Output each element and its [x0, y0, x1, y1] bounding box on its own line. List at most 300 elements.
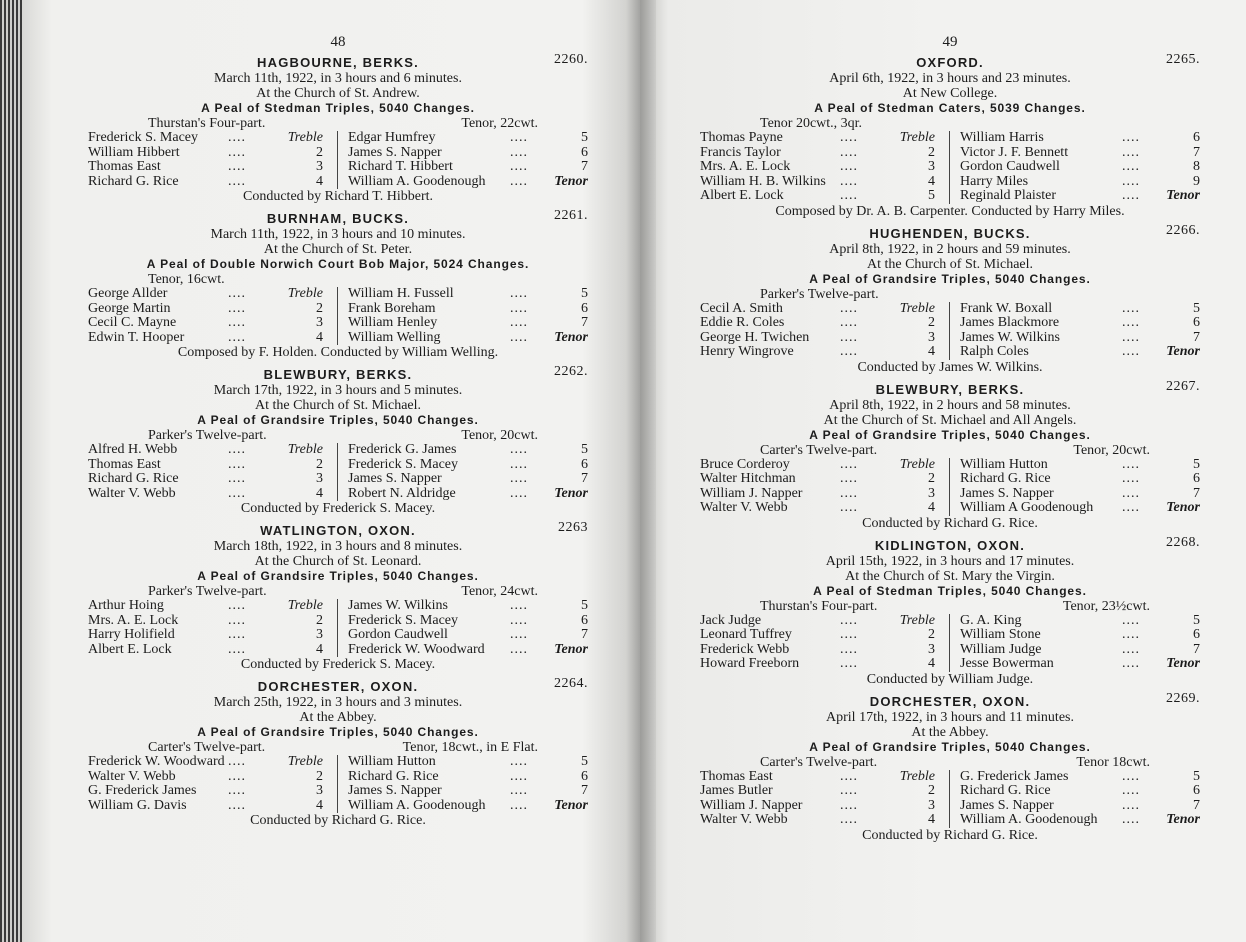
leader-dots: .... [228, 315, 246, 330]
leader-dots: .... [840, 656, 858, 671]
band-row [950, 331, 1200, 346]
leader-dots: .... [1122, 783, 1140, 798]
peal-tenor-weight: Tenor 18cwt. [1076, 754, 1150, 770]
ringer-name: Thomas Payne [700, 130, 783, 145]
ringer-name: Gordon Caudwell [960, 159, 1060, 174]
peal-tenor-weight: Tenor, 24cwt. [461, 584, 538, 599]
band-row [338, 628, 588, 643]
peal-meta [700, 116, 1200, 131]
ringer-name: William Harris [960, 130, 1044, 145]
peal-header [700, 534, 1200, 554]
peal-composition: Tenor 20cwt., 3qr. [760, 116, 863, 131]
peal-record [88, 678, 588, 834]
leader-dots: .... [1122, 500, 1140, 515]
leader-dots: .... [510, 612, 528, 628]
peal-meta [700, 755, 1200, 770]
leader-dots: .... [1122, 485, 1140, 501]
band-row [88, 628, 337, 643]
leader-dots: .... [840, 812, 858, 827]
ringer-name: Eddie R. Coles [700, 315, 785, 330]
bell-position: Tenor [1166, 188, 1200, 203]
leader-dots: .... [510, 797, 528, 813]
leader-dots: .... [510, 754, 528, 769]
leader-dots: .... [1122, 656, 1140, 671]
leader-dots: .... [510, 627, 528, 642]
leader-dots: .... [1122, 768, 1140, 784]
peal-title: A Peal of Grandsire Triples, 5040 Changes. [197, 725, 479, 739]
ringer-name: Richard G. Rice [960, 471, 1051, 486]
ringer-name: James Blackmore [960, 315, 1060, 330]
peal-list [88, 54, 588, 834]
band-row [338, 472, 588, 487]
ringer-name: Frederick Webb [700, 641, 790, 657]
bell-position: Tenor [554, 641, 588, 657]
leader-dots: .... [510, 783, 528, 798]
peal-composition: Thurstan's Four-part. [148, 116, 266, 131]
leader-dots: .... [840, 641, 858, 657]
bell-position: 5 [928, 188, 935, 203]
leader-dots: .... [1122, 188, 1140, 203]
bell-position: Tenor [554, 329, 588, 345]
ringer-name: Ralph Coles [960, 344, 1029, 359]
leader-dots: .... [228, 130, 246, 145]
band-right-half [338, 131, 588, 189]
band-row [950, 131, 1200, 146]
leader-dots: .... [228, 612, 246, 628]
peal-church: At the Church of St. Michael. [254, 398, 422, 413]
peal-composition: Parker's Twelve-part. [148, 428, 267, 443]
band-row [950, 472, 1200, 487]
ringer-name: Edwin T. Hooper [88, 329, 185, 345]
band-row [700, 628, 949, 643]
peal-conductor: Composed by Dr. A. B. Carpenter. Conducted by Harry Miles. [775, 203, 1125, 219]
bell-position: Tenor [554, 173, 588, 189]
leader-dots: .... [840, 627, 858, 642]
bell-position: 4 [316, 329, 323, 345]
peal-tenor-weight: Tenor, 20cwt. [1073, 442, 1150, 458]
leader-dots: .... [840, 485, 858, 501]
leader-dots: .... [228, 286, 246, 301]
peal-date: March 11th, 1922, in 3 hours and 10 minutes. [210, 227, 466, 242]
band-right-half [950, 131, 1200, 204]
band-right-half [950, 614, 1200, 672]
left-page-column [88, 30, 588, 834]
ringer-name: Gordon Caudwell [348, 627, 448, 642]
book-gutter [626, 0, 656, 942]
peal-meta [88, 272, 588, 287]
peal-conductor: Conducted by Richard G. Rice. [862, 827, 1038, 843]
leader-dots: .... [510, 286, 528, 301]
band-row [338, 487, 588, 502]
bell-position: Tenor [1166, 344, 1200, 359]
peal-place: KIDLINGTON, OXON. [874, 537, 1026, 553]
bell-position: Treble [287, 130, 323, 145]
peal-place: WATLINGTON, OXON. [260, 523, 416, 538]
leader-dots: .... [1122, 130, 1140, 145]
peal-church: At New College. [902, 86, 998, 101]
peal-date: April 8th, 1922, in 2 hours and 59 minutes. [829, 241, 1071, 257]
peal-title: A Peal of Grandsire Triples, 5040 Changes. [809, 271, 1091, 286]
leader-dots: .... [510, 442, 528, 457]
ringer-name: Harry Holifield [88, 627, 175, 642]
peal-date: April 8th, 1922, in 2 hours and 58 minutes. [829, 397, 1071, 413]
bell-position: 7 [581, 471, 588, 486]
leader-dots: .... [1122, 344, 1140, 359]
ringer-name: Albert E. Lock [88, 641, 172, 657]
band-row [338, 643, 588, 658]
peal-number: 2268. [1166, 534, 1200, 550]
bell-position: 2 [928, 144, 935, 160]
ringer-name: James S. Napper [960, 485, 1054, 501]
leader-dots: .... [228, 797, 246, 813]
leader-dots: .... [228, 768, 246, 784]
peal-title: A Peal of Grandsire Triples, 5040 Changes. [809, 739, 1091, 754]
bell-position: 2 [316, 300, 323, 316]
bell-position: Tenor [1166, 656, 1200, 671]
ringer-name: Reginald Plaister [960, 188, 1057, 203]
leader-dots: .... [510, 471, 528, 486]
bell-position: Treble [899, 456, 935, 472]
peal-composition: Tenor, 16cwt. [148, 272, 225, 287]
band-list [700, 458, 1200, 516]
ringer-name: William A Goodenough [960, 500, 1094, 515]
band-row [950, 813, 1200, 828]
bell-position: 4 [928, 812, 935, 827]
band-row [950, 345, 1200, 360]
leader-dots: .... [228, 471, 246, 486]
bell-position: Treble [899, 300, 935, 316]
bell-position: 3 [316, 783, 323, 798]
leader-dots: .... [228, 598, 246, 613]
peal-place: HUGHENDEN, BUCKS. [869, 225, 1031, 241]
ringer-name: Albert E. Lock [700, 188, 784, 203]
bell-position: 3 [928, 159, 935, 174]
band-row [88, 770, 337, 785]
bell-position: Treble [899, 768, 935, 784]
peal-header [700, 378, 1200, 398]
leader-dots: .... [510, 159, 528, 174]
peal-header [88, 54, 588, 71]
leader-dots: .... [510, 315, 528, 330]
peal-conductor: Composed by F. Holden. Conducted by William Welling. [177, 345, 499, 360]
peal-record [88, 210, 588, 366]
peal-date: March 11th, 1922, in 3 hours and 6 minutes. [214, 71, 462, 86]
ringer-name: James W. Wilkins [960, 329, 1060, 345]
peal-place: HAGBOURNE, BERKS. [257, 55, 419, 70]
leader-dots: .... [840, 768, 858, 784]
peal-number: 2266. [1166, 222, 1200, 238]
band-list [700, 614, 1200, 672]
leader-dots: .... [228, 456, 246, 472]
ringer-name: G. Frederick James [960, 768, 1069, 784]
bell-position: 6 [581, 144, 588, 160]
bell-position: 7 [1193, 485, 1200, 501]
peal-conductor: Conducted by James W. Wilkins. [857, 359, 1043, 375]
leader-dots: .... [228, 442, 246, 457]
band-row [950, 799, 1200, 814]
peal-number: 2260. [554, 52, 588, 67]
leader-dots: .... [510, 456, 528, 472]
ringer-name: Frank W. Boxall [960, 300, 1053, 316]
band-row [338, 755, 588, 770]
leader-dots: .... [1122, 315, 1140, 330]
peal-meta [88, 584, 588, 599]
band-row [338, 770, 588, 785]
leader-dots: .... [1122, 173, 1140, 189]
peal-church: At the Church of St. Leonard. [254, 554, 422, 569]
band-left-half [700, 614, 950, 672]
band-row [700, 770, 949, 785]
peal-place: DORCHESTER, OXON. [257, 679, 419, 694]
bell-position: 5 [1193, 456, 1200, 472]
peal-record [700, 378, 1200, 537]
peal-title: A Peal of Stedman Caters, 5039 Changes. [814, 101, 1086, 115]
peal-conductor: Conducted by Richard G. Rice. [250, 813, 426, 828]
leader-dots: .... [228, 159, 246, 174]
band-row [950, 487, 1200, 502]
ringer-name: James S. Napper [348, 144, 442, 160]
bell-position: 4 [316, 641, 323, 657]
band-right-half [338, 287, 588, 345]
bell-position: 5 [581, 286, 588, 301]
band-row [950, 316, 1200, 331]
peal-place: BLEWBURY, BERKS. [875, 381, 1025, 397]
bell-position: Tenor [554, 797, 588, 813]
leader-dots: .... [840, 500, 858, 515]
bell-position: 2 [928, 471, 935, 486]
bell-position: 4 [928, 344, 935, 359]
band-row [338, 287, 588, 302]
band-row [700, 472, 949, 487]
ringer-name: William Welling [348, 329, 441, 345]
band-row [950, 458, 1200, 473]
ringer-name: Frederick S. Macey [88, 130, 199, 145]
peal-date: April 17th, 1922, in 3 hours and 11 minutes. [826, 709, 1074, 725]
band-row [338, 458, 588, 473]
bell-position: 4 [928, 500, 935, 515]
band-list [700, 770, 1200, 828]
band-row [700, 302, 949, 317]
band-row [338, 175, 588, 190]
peal-meta [700, 599, 1200, 614]
ringer-name: Leonard Tuffrey [700, 627, 792, 642]
band-row [950, 784, 1200, 799]
bell-position: 7 [581, 627, 588, 642]
peal-date: March 17th, 1922, in 3 hours and 5 minutes. [213, 383, 463, 398]
bell-position: 6 [581, 768, 588, 784]
bell-position: 7 [1193, 329, 1200, 345]
peal-date: March 25th, 1922, in 3 hours and 3 minutes. [213, 695, 463, 710]
band-left-half [700, 302, 950, 360]
band-row [700, 614, 949, 629]
ringer-name: Walter V. Webb [88, 485, 176, 501]
bell-position: 4 [316, 797, 323, 813]
band-row [700, 189, 949, 204]
band-row [88, 316, 337, 331]
band-row [88, 131, 337, 146]
leader-dots: .... [228, 485, 246, 501]
leader-dots: .... [1122, 612, 1140, 628]
bell-position: Treble [899, 612, 935, 628]
leader-dots: .... [1122, 159, 1140, 174]
peal-church: At the Church of St. Michael and All Angels. [823, 412, 1077, 428]
bell-position: 3 [928, 329, 935, 345]
ringer-name: G. Frederick James [88, 783, 197, 798]
band-left-half [88, 599, 338, 657]
peal-tenor-weight: Tenor, 23½cwt. [1062, 598, 1150, 614]
band-row [88, 458, 337, 473]
peal-record [700, 690, 1200, 849]
leader-dots: .... [510, 598, 528, 613]
leader-dots: .... [1122, 300, 1140, 316]
peal-number: 2267. [1166, 378, 1200, 394]
peal-number: 2263 [558, 520, 588, 535]
bell-position: 3 [928, 641, 935, 657]
ringer-name: Walter V. Webb [700, 500, 788, 515]
leader-dots: .... [228, 641, 246, 657]
ringer-name: Arthur Hoing [88, 598, 164, 613]
bell-position: 6 [1193, 471, 1200, 486]
peal-title: A Peal of Grandsire Triples, 5040 Changes. [197, 569, 479, 583]
ringer-name: William H. B. Wilkins [700, 173, 826, 189]
ringer-name: William Henley [348, 315, 438, 330]
ringer-name: Richard G. Rice [88, 471, 179, 486]
peal-church: At the Church of St. Andrew. [256, 86, 420, 101]
band-row [700, 160, 949, 175]
leader-dots: .... [510, 173, 528, 189]
peal-header [700, 690, 1200, 710]
ringer-name: Harry Miles [960, 173, 1029, 189]
bell-position: 4 [316, 485, 323, 501]
bell-position: 6 [1193, 783, 1200, 798]
leader-dots: .... [840, 456, 858, 472]
leader-dots: .... [1122, 329, 1140, 345]
peal-composition: Thurstan's Four-part. [760, 598, 878, 614]
peal-conductor: Conducted by Richard T. Hibbert. [243, 189, 433, 204]
bell-position: 6 [1193, 627, 1200, 642]
ringer-name: Frederick G. James [348, 442, 457, 457]
peal-date: April 15th, 1922, in 3 hours and 17 minutes. [825, 553, 1075, 569]
ringer-name: Walter Hitchman [700, 471, 796, 486]
bell-position: 6 [1193, 315, 1200, 330]
bell-position: 3 [928, 485, 935, 501]
leader-dots: .... [840, 144, 858, 160]
ringer-name: Mrs. A. E. Lock [700, 159, 791, 174]
ringer-name: Thomas East [700, 768, 773, 784]
band-right-half [950, 302, 1200, 360]
ringer-name: George Allder [88, 286, 168, 301]
band-row [88, 443, 337, 458]
band-row [700, 316, 949, 331]
bell-position: Tenor [554, 485, 588, 501]
ringer-name: George H. Twichen [700, 329, 810, 345]
peal-composition: Carter's Twelve-part. [148, 740, 266, 755]
bell-position: 6 [581, 456, 588, 472]
leader-dots: .... [228, 627, 246, 642]
band-row [700, 813, 949, 828]
page-number: 49 [942, 34, 958, 50]
bell-position: 2 [316, 768, 323, 784]
ringer-name: William Hutton [960, 456, 1048, 472]
ringer-name: Alfred H. Webb [88, 442, 178, 457]
band-row [950, 175, 1200, 190]
peal-record [88, 366, 588, 522]
ringer-name: William A. Goodenough [960, 812, 1098, 827]
peal-church: At the Church of St. Mary the Virgin. [845, 568, 1055, 584]
bell-position: 7 [581, 783, 588, 798]
band-left-half [88, 755, 338, 813]
band-list [88, 287, 588, 345]
peal-composition: Carter's Twelve-part. [760, 754, 878, 770]
peal-conductor: Conducted by Frederick S. Macey. [240, 501, 436, 516]
band-right-half [950, 458, 1200, 516]
peal-header [700, 54, 1200, 71]
band-left-half [700, 770, 950, 828]
ringer-name: William Hutton [348, 754, 436, 769]
band-row [88, 614, 337, 629]
bell-position: 2 [928, 783, 935, 798]
ringer-name: Thomas East [88, 159, 161, 174]
ringer-name: Richard G. Rice [960, 783, 1051, 798]
bell-position: 2 [316, 456, 323, 472]
band-row [88, 175, 337, 190]
band-row [338, 160, 588, 175]
leader-dots: .... [510, 768, 528, 784]
band-row [338, 799, 588, 814]
peal-composition: Parker's Twelve-part. [760, 286, 879, 302]
bell-position: Treble [287, 286, 323, 301]
bell-position: 8 [1193, 159, 1200, 174]
bell-position: 5 [581, 598, 588, 613]
ringer-name: Richard G. Rice [88, 173, 179, 189]
leader-dots: .... [1122, 627, 1140, 642]
band-row [88, 487, 337, 502]
bell-position: 6 [581, 300, 588, 316]
peal-church: At the Abbey. [299, 710, 377, 725]
band-list [88, 599, 588, 657]
band-row [338, 614, 588, 629]
bell-position: 3 [316, 471, 323, 486]
band-row [700, 657, 949, 672]
ringer-name: James S. Napper [348, 783, 442, 798]
ringer-name: William J. Napper [700, 485, 803, 501]
leader-dots: .... [840, 159, 858, 174]
ringer-name: Victor J. F. Bennett [960, 144, 1069, 160]
peal-list [700, 54, 1200, 849]
band-row [700, 345, 949, 360]
bell-position: Tenor [1166, 812, 1200, 827]
peal-place: BURNHAM, BUCKS. [266, 211, 410, 226]
leader-dots: .... [510, 329, 528, 345]
ringer-name: William A. Goodenough [348, 797, 486, 813]
leader-dots: .... [1122, 812, 1140, 827]
bell-position: 4 [928, 656, 935, 671]
band-row [950, 160, 1200, 175]
band-list [88, 131, 588, 189]
peal-title: A Peal of Stedman Triples, 5040 Changes. [813, 583, 1087, 598]
page-number: 48 [330, 34, 346, 50]
ringer-name: Mrs. A. E. Lock [88, 612, 179, 628]
leader-dots: .... [1122, 456, 1140, 472]
peal-tenor-weight: Tenor, 22cwt. [461, 116, 538, 131]
bell-position: 4 [316, 173, 323, 189]
peal-title: A Peal of Stedman Triples, 5040 Changes. [201, 101, 475, 115]
ringer-name: James S. Napper [348, 471, 442, 486]
band-right-half [338, 443, 588, 501]
peal-meta [700, 443, 1200, 458]
leader-dots: .... [840, 797, 858, 813]
ringer-name: Frank Boreham [348, 300, 436, 316]
